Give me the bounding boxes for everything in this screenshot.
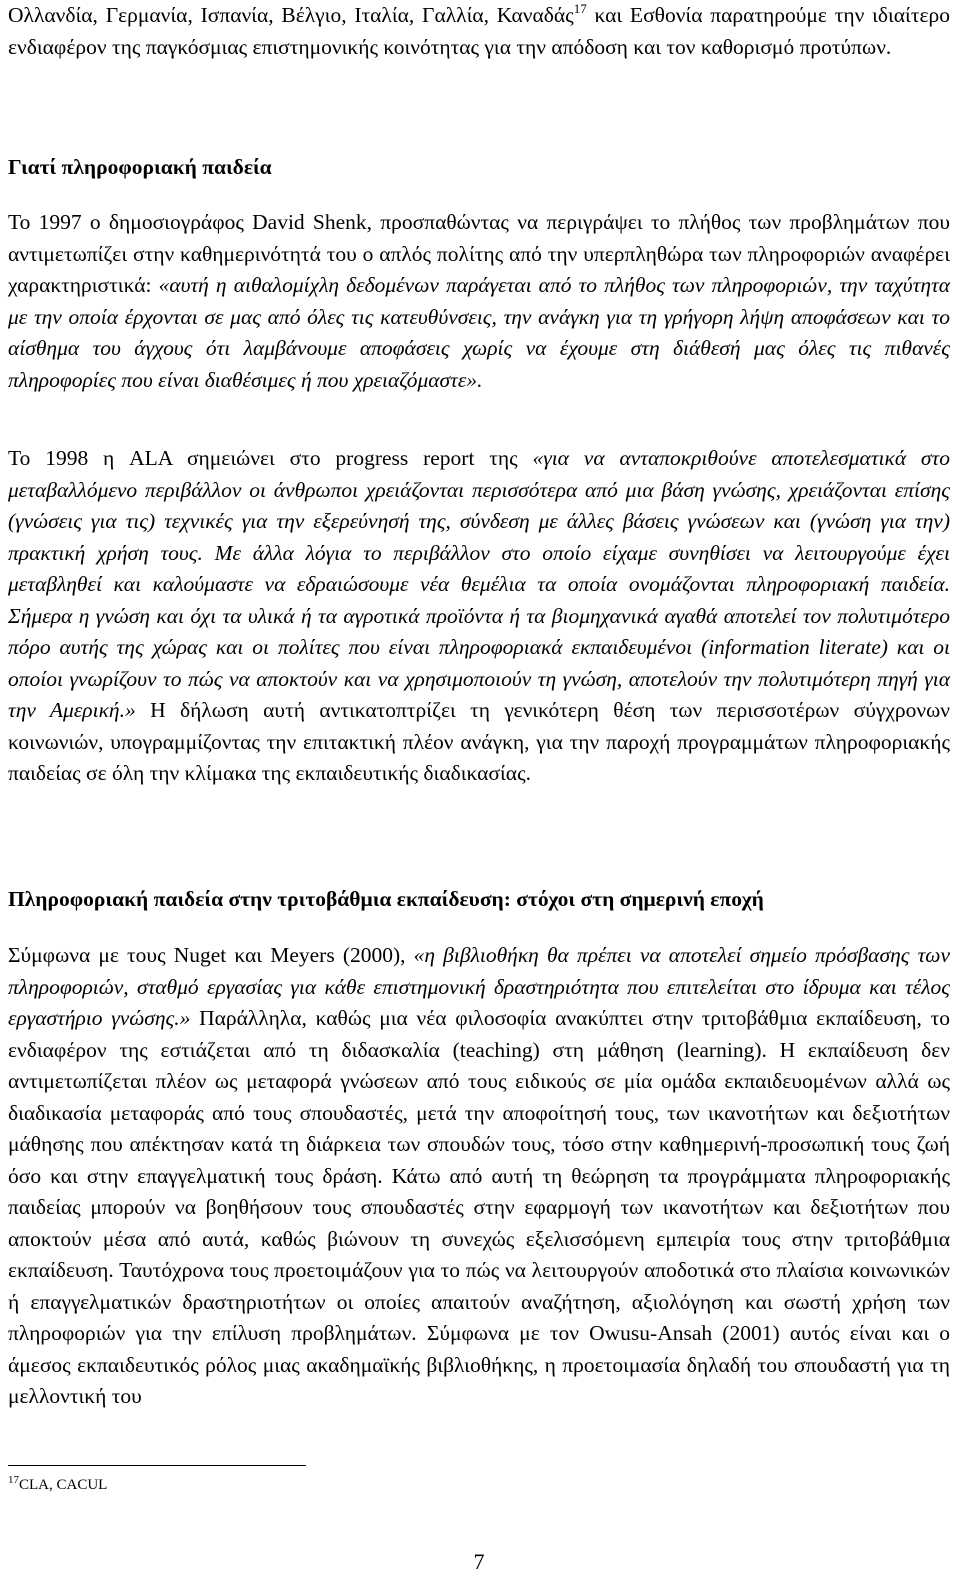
shenk-quote: «αυτή η αιθαλομίχλη δεδομένων παράγεται από το πλήθος των πληροφοριών, την ταχύτητα με την οποία έρχονται σε μας από όλες τις κατευθύνσεις, την ανάγκη για τη γρήγορη λήψη αποφάσεων και το αίσθημα του άγχους ότι λαμβάνουμε αποφάσεις χωρίς να έχουμε στη διάθεσή μας όλες τις πιθανές πληροφορίες που είναι διαθέσιμες ή που χρειαζόμαστε». [8,273,950,392]
paragraph-ala: Το 1998 η ALA σημειώνει στο progress report της «για να ανταποκριθούνε αποτελεσματικά στο μεταβαλλόμενο περιβάλλον οι άνθρωποι χρειάζονται περισσότερα από μια βάση γνώσης, χρειάζονται επίσης (γνώσεις για τις) τεχνικές για την εξερεύνησή της, σύνδεση με άλλες βάσεις γνώσεων και (γνώση για την) πρακτική χρήση τους. Με άλλα λόγια το περιβάλλον στο οποίο είχαμε συνηθίσει να λειτουργούμε έχει μεταβληθεί και καλούμαστε να εδραιώσουμε νέα θεμέλια τα οποία ονομάζονται πληροφοριακή παιδεία. Σήμερα η γνώση και όχι τα υλικά ή τα αγροτικά προϊόντα ή τα βιομηχανικά αγαθά αποτελεί τον πολυτιμότερο πόρο αυτής της χώρας και οι πολίτες που είναι πληροφοριακά εκπαιδευμένοι (information literate) και οι οποίοι γνωρίζουν το πώς να αποκτούν και να χρησιμοποιούν τη γνώση, αποτελούν την πολυτιμότερη πηγή για την Αμερική.» Η δήλωση αυτή αντικατοπτρίζει τη γενικότερη θέση των περισσοτέρων σύγχρονων κοινωνιών, υπογραμμίζοντας την επιτακτική πλέον ανάγκη, για την παροχή προγραμμάτων πληροφοριακής παιδείας σε όλη την κλίμακα της εκπαιδευτικής διαδικασίας. [8,446,950,785]
footnote [8,1474,107,1496]
section-heading-higher-education: Πληροφοριακή παιδεία στην τριτοβάθμια εκπαίδευση: στόχοι στη σημερινή εποχή [8,887,764,911]
ala-quote: «για να ανταποκριθούνε αποτελεσματικά στο μεταβαλλόμενο περιβάλλον οι άνθρωποι χρειάζονται περισσότερα από μια βάση γνώσης, χρειάζονται επίσης (γνώσεις για τις) τεχνικές για την εξερεύνησή της, σύνδεση με άλλες βάσεις γνώσεων και (γνώση για την) πρακτική χρήση τους. Με άλλα λόγια το περιβάλλον στο οποίο είχαμε συνηθίσει να λειτουργούμε έχει μεταβληθεί και καλούμαστε να εδραιώσουμε νέα θεμέλια τα οποία ονομάζονται πληροφοριακή παιδεία. Σήμερα η γνώση και όχι τα υλικά ή τα αγροτικά προϊόντα ή τα βιομηχανικά αγαθά αποτελεί τον πολυτιμότερο πόρο αυτής της χώρας και οι πολίτες που είναι πληροφοριακά εκπαιδευμένοι (information literate) και οι οποίοι γνωρίζουν το πώς να αποκτούν και να χρησιμοποιούν τη γνώση, αποτελούν την πολυτιμότερη πηγή για την Αμερική.» [8,446,950,722]
footnote-text: CLA, CACUL [19,1477,108,1493]
footnote-divider [8,1465,306,1466]
footnote-number: 17 [8,1474,19,1486]
paragraph-nuget-meyers: Σύμφωνα με τους Nuget και Meyers (2000), «η βιβλιοθήκη θα πρέπει να αποτελεί σημείο πρόσβασης των πληροφοριών, σταθμό εργασίας για κάθε επιστημονική δραστηριότητα που επιτελείται στο ίδρυμα και τέλος εργαστήριο γνώσης.» Παράλληλα, καθώς μια νέα φιλοσοφία ανακύπτει στην τριτοβάθμια εκπαίδευση, το ενδιαφέρον της εστιάζεται από τη διδασκαλία (teaching) στη μάθηση (learning). Η εκπαίδευση δεν αντιμετωπίζεται πλέον ως μεταφορά γνώσεων από τους ειδικούς σε μία ομάδα εκπαιδευομένων αλλά ως διαδικασία μεταφοράς από τους σπουδαστές, μετά την αποφοίτησή τους, των ικανοτήτων και δεξιοτήτων μάθησης που απέκτησαν κατά τη διάρκεια των σπουδών τους, τόσο στην καθημερινή-προσωπική τους ζωή όσο και στην επαγγελματική τους δράση. Κάτω από αυτή τη θεώρηση τα προγράμματα πληροφοριακής παιδείας μπορούν να βοηθήσουν τους σπουδαστές στην εφαρμογή των ικανοτήτων και δεξιοτήτων που αποκτούν μέσα από αυτά, καθώς βιώνουν τη συνεχώς εξελισσόμενη εμπειρία τους στην τριτοβάθμια εκπαίδευση. Ταυτόχρονα τους προετοιμάζουν για το πώς να λειτουργούν αποδοτικά στο πλαίσια κοινωνικών ή επαγγελματικών δραστηριοτήτων οι οποίες απαιτούν αναζήτηση, αξιολόγηση και σωστή χρήση των πληροφοριών για την επίλυση προβλημάτων. Σύμφωνα με τον Owusu-Ansah (2001) αυτός είναι και ο άμεσος εκπαιδευτικός ρόλος μιας ακαδημαϊκής βιβλιοθήκης, η προετοιμασία δηλαδή του σπουδαστή για τη μελλοντική του [8,943,950,1408]
page-number: 7 [473,1549,485,1574]
nuget-quote: «η βιβλιοθήκη θα πρέπει να αποτελεί σημείο πρόσβασης των πληροφοριών, σταθμό εργασίας για κάθε επιστημονική δραστηριότητα που επιτελείται στο ίδρυμα και τέλος εργαστήριο γνώσης.» [8,943,950,1030]
paragraph-shenk: Το 1997 ο δημοσιογράφος David Shenk, προσπαθώντας να περιγράψει το πλήθος των προβλημάτων που αντιμετωπίζει στην καθημερινότητά του ο απλός πολίτης από την υπερπληθώρα των πληροφοριών αναφέρει χαρακτηριστικά: «αυτή η αιθαλομίχλη δεδομένων παράγεται από το πλήθος των πληροφοριών, την ταχύτητα με την οποία έρχονται σε μας από όλες τις κατευθύνσεις, την ανάγκη για τη γρήγορη λήψη αποφάσεων και το αίσθημα του άγχους ότι λαμβάνουμε αποφάσεις χωρίς να έχουμε στη διάθεσή μας όλες τις πιθανές πληροφορίες που είναι διαθέσιμες ή που χρειαζόμαστε». [8,210,950,392]
footnote-ref[interactable]: 17 [573,1,587,16]
paragraph-countries: Ολλανδία, Γερμανία, Ισπανία, Βέλγιο, Ιταλία, Γαλλία, Καναδάς$^{17}$ και Εσθονία παρατηρούμε την ιδιαίτερο ενδιαφέρον της παγκόσμιας επιστημονικής κοινότητας για την απόδοση και τον καθορισμό προτύπων. [8,1,950,59]
section-heading-why-info-literacy: Γιατί πληροφοριακή παιδεία [8,155,272,179]
